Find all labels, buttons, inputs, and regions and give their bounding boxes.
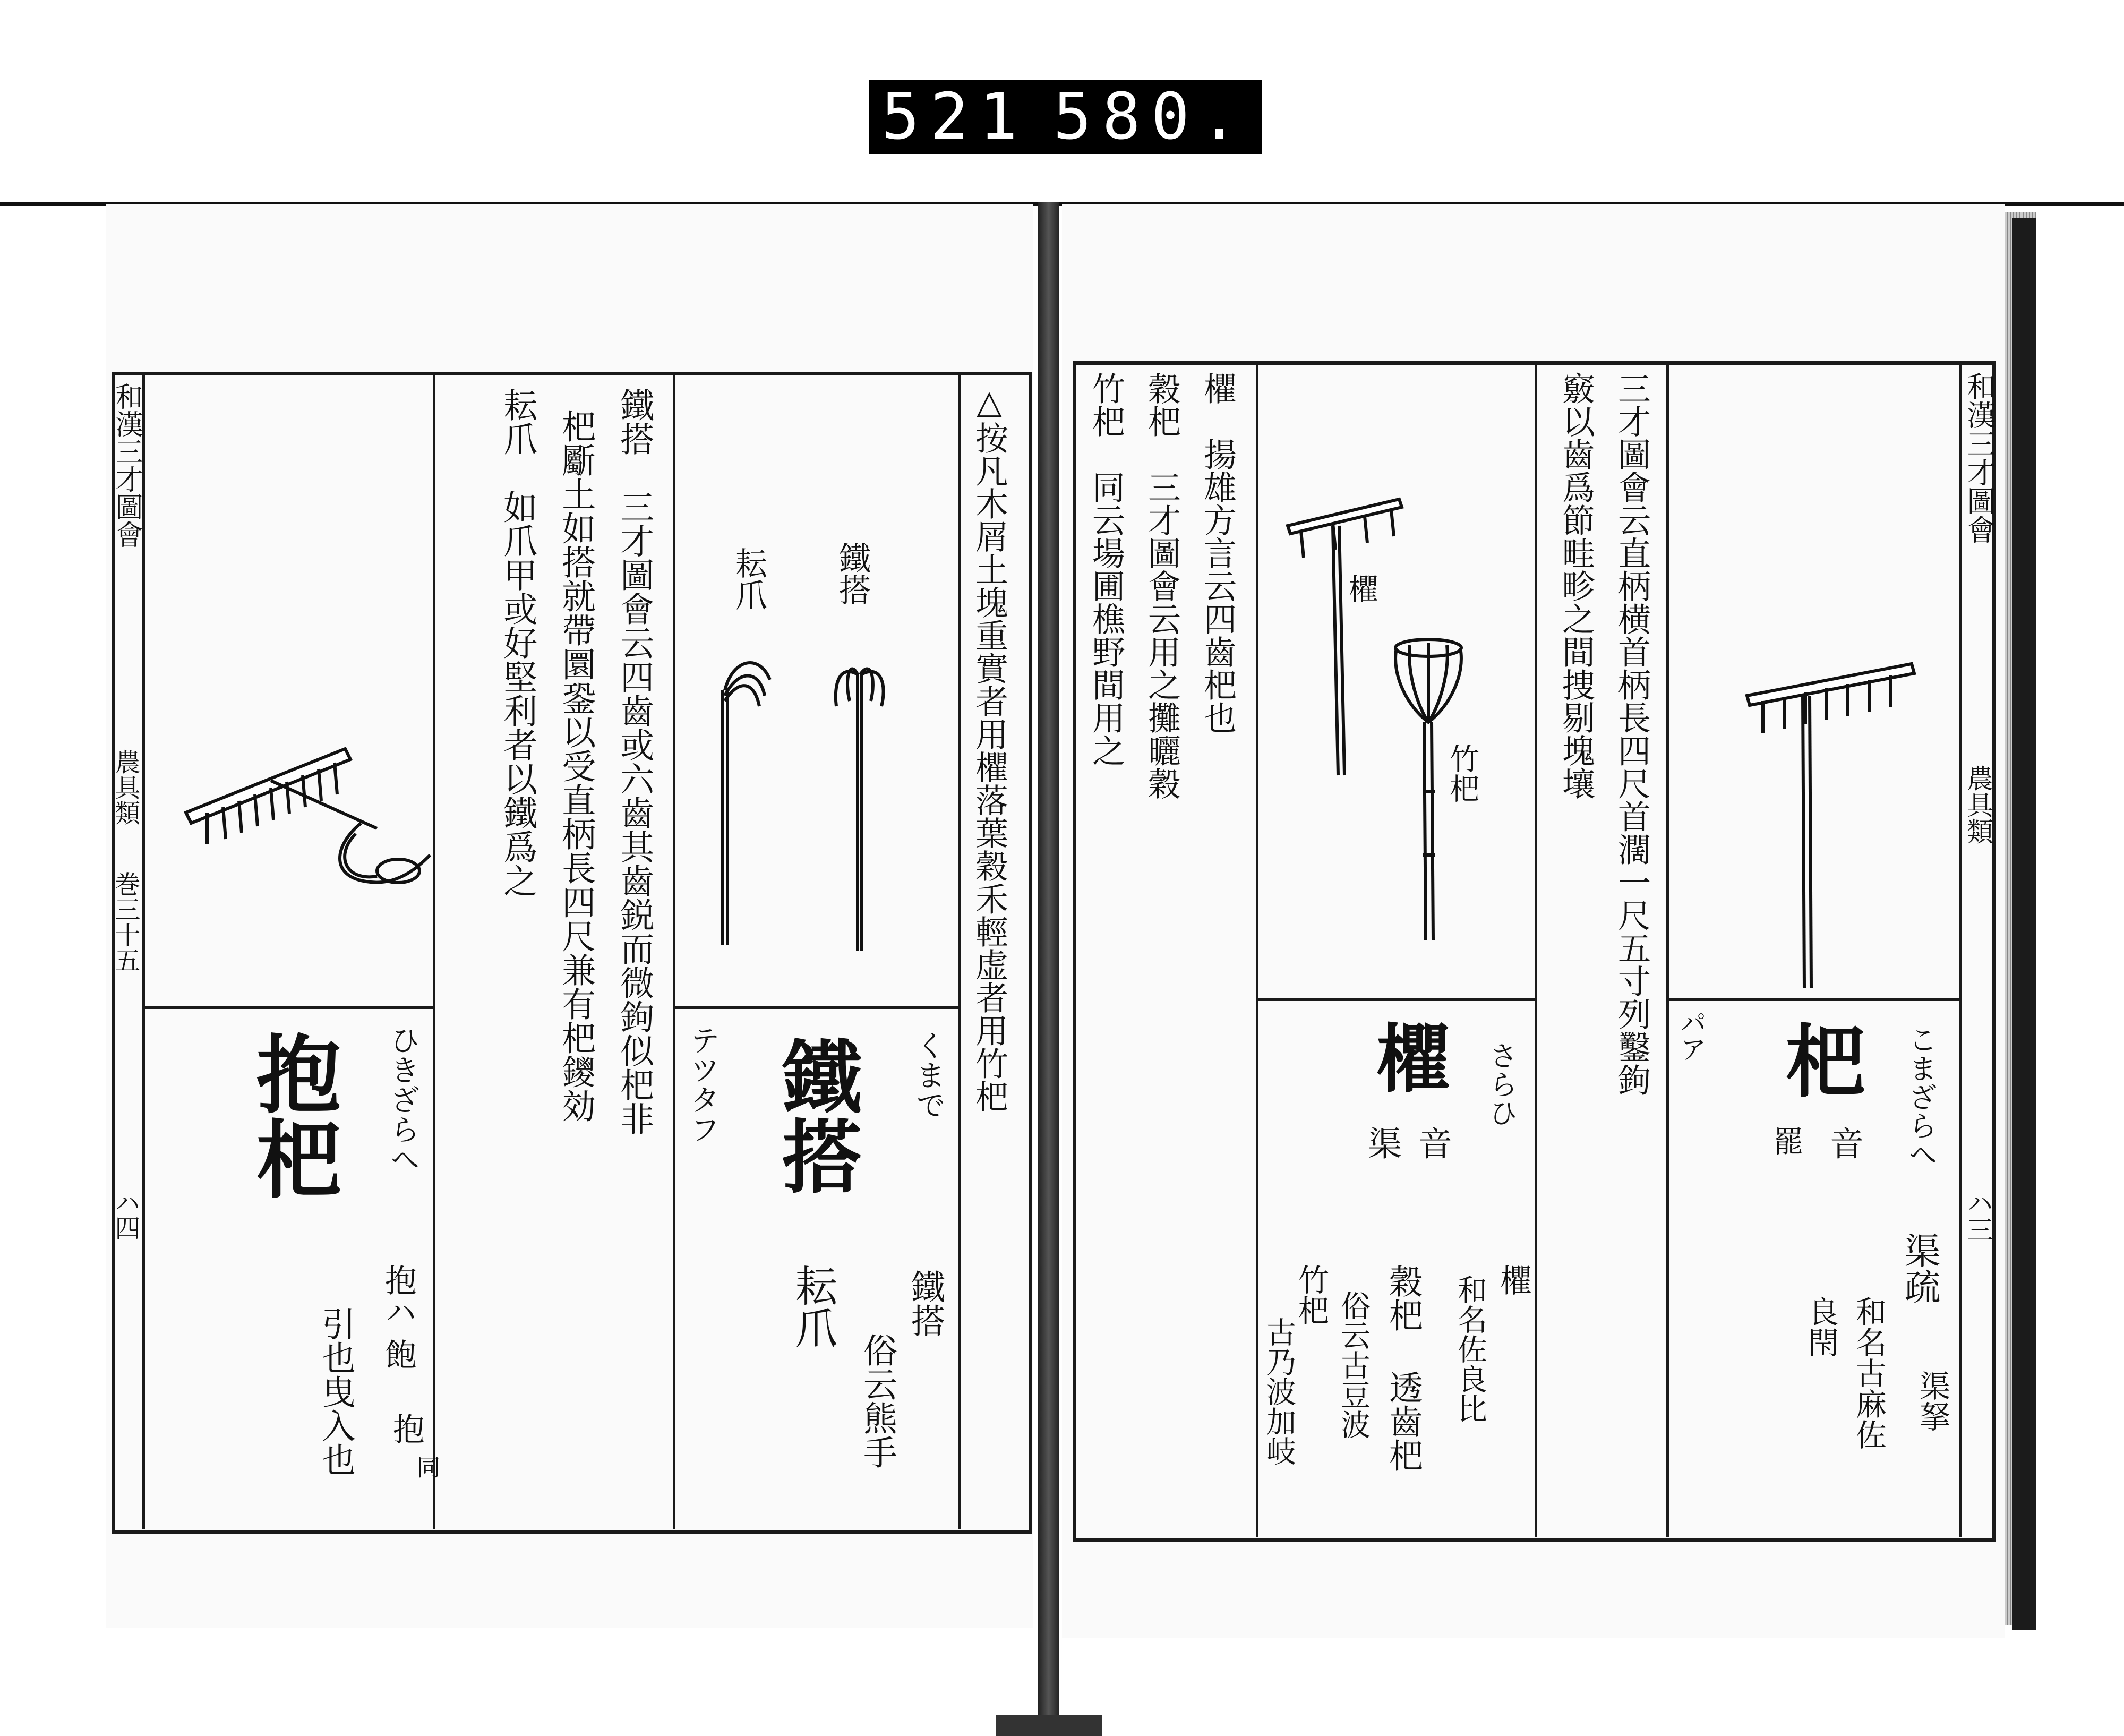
left-divider-1 xyxy=(433,372,435,1529)
pa-sound-label: 音 xyxy=(1824,1126,1863,1160)
ku-note-1: 和名佐良比 xyxy=(1453,1275,1487,1423)
left-margin-divider xyxy=(142,372,145,1529)
panel-two-heading: 鐵搭 xyxy=(768,1036,862,1195)
ku-sound-char: 渠 xyxy=(1362,1126,1401,1160)
right-divider-2 xyxy=(1535,361,1537,1537)
claw-tool-illustration xyxy=(701,648,786,956)
panel-one-note-3: 抱 xyxy=(388,1413,425,1444)
text-col-1: 鐵搭 三才圖會云四齒或六齒其齒鋭而微鉤似杷非 xyxy=(614,388,654,1135)
illus-label-tetto: 鐵搭 xyxy=(834,542,871,605)
right-divider-3 xyxy=(1666,361,1669,1537)
book-back-cover xyxy=(2012,218,2036,1630)
archive-number-label xyxy=(869,80,1262,154)
left-panel-hline-2 xyxy=(673,1006,960,1009)
pa-note-4: 良閇 xyxy=(1803,1296,1839,1357)
panel-one-note-5: 引也曳入也 xyxy=(316,1306,355,1476)
pa-note-2: 渠拏 xyxy=(1914,1370,1950,1432)
panel-one-heading: 抱杷 xyxy=(242,1030,342,1200)
pa-sound-char: 罷 xyxy=(1769,1126,1803,1156)
illus-label-bamboo: 竹杷 xyxy=(1445,743,1479,803)
book-spine xyxy=(1038,202,1059,1736)
ku-note-2: 穀杷 xyxy=(1383,1264,1423,1332)
ku-note-6: 古乃波加岐 xyxy=(1262,1317,1296,1466)
left-divider-3 xyxy=(958,372,961,1529)
ku-kana-reading: さらひ xyxy=(1485,1041,1518,1127)
panel-two-kana-alt: くまで xyxy=(911,1030,946,1119)
right-text-col-2: 竅以齒爲節畦畛之間捜剔塊壤 xyxy=(1556,372,1596,800)
panel-one-kana-caption: ひきざらへ xyxy=(386,1025,420,1174)
right-margin-folio: ハ三 xyxy=(1963,1190,1993,1243)
pa-note-3: 和名古麻佐 xyxy=(1851,1296,1887,1450)
right-margin-section: 農具類 xyxy=(1963,765,1993,844)
right-panel-hline-1 xyxy=(1256,998,1536,1001)
archive-number-left: 521 xyxy=(881,80,1029,154)
left-margin-folio: ハ四 xyxy=(110,1190,140,1241)
ku-sound-label: 音 xyxy=(1412,1126,1452,1160)
pa-kana-reading: パア xyxy=(1676,1009,1707,1062)
panel-two-note-1: 鐵搭 xyxy=(905,1269,945,1337)
illus-label-ku: 欋 xyxy=(1344,574,1378,603)
ku-heading: 欋 xyxy=(1364,1020,1451,1094)
right-margin-divider xyxy=(1959,361,1962,1537)
text-col-2: 杷斸土如搭就帶圜銎以受直柄長四尺兼有杷鑁効 xyxy=(556,409,596,1123)
iron-rake-illustration xyxy=(828,643,887,961)
archive-number-right: 580. xyxy=(1053,80,1249,154)
ku-note-3: 透齒杷 xyxy=(1383,1370,1423,1472)
left-page-note-column: △按凡木屑土塊重實者用欋落葉穀禾輕虚者用竹杷 xyxy=(970,382,1009,1113)
left-margin-volume: 巻三十五 xyxy=(110,871,140,973)
pa-heading: 杷 xyxy=(1772,1020,1865,1099)
right-left-text-col-3: 竹杷 同云場圃樵野間用之 xyxy=(1086,372,1126,767)
right-margin-title: 和漢三才圖會 xyxy=(1963,372,1996,544)
left-margin-section: 農具類 xyxy=(110,749,140,825)
text-col-3: 耘爪 如爪甲或好堅利者以鐵爲之 xyxy=(498,388,537,897)
panel-one-note-4: 同 xyxy=(413,1455,440,1478)
panel-one-note-1: 抱ハ xyxy=(380,1264,417,1328)
pa-rake-illustration xyxy=(1742,659,1922,998)
right-divider-1 xyxy=(1256,361,1258,1537)
ku-note-5: 竹杷 xyxy=(1293,1264,1329,1325)
right-text-col-1: 三才圖會云直柄横首柄長四尺首濶一尺五寸列鑿鉤 xyxy=(1612,372,1651,1096)
left-panel-hline-1 xyxy=(142,1006,434,1009)
spine-foot xyxy=(996,1715,1102,1736)
left-margin-title: 和漢三才圖會 xyxy=(110,382,142,548)
illus-label-unso: 耘爪 xyxy=(730,547,767,611)
right-left-text-col-2: 穀杷 三才圖會云用之攤曬穀 xyxy=(1142,372,1181,800)
pa-note-1: 渠疏 xyxy=(1898,1232,1940,1304)
pa-caption-kana: こまざらへ xyxy=(1904,1025,1938,1168)
panel-two-note-2: 俗云熊手 xyxy=(858,1333,897,1469)
panel-two-subheading: 耘爪 xyxy=(788,1264,837,1349)
right-left-text-col-1: 欋 揚雄方言云四齒杷也 xyxy=(1198,372,1237,734)
ku-note-4: 俗云古豆波 xyxy=(1336,1290,1371,1439)
left-divider-2 xyxy=(673,372,675,1529)
rake-illustration xyxy=(175,706,441,951)
ku-note-head: 欋 xyxy=(1495,1264,1532,1296)
panel-one-note-2: 飽 xyxy=(380,1338,417,1370)
panel-two-kana-reading: テツタフ xyxy=(686,1025,720,1144)
right-panel-hline-2 xyxy=(1666,998,1961,1001)
